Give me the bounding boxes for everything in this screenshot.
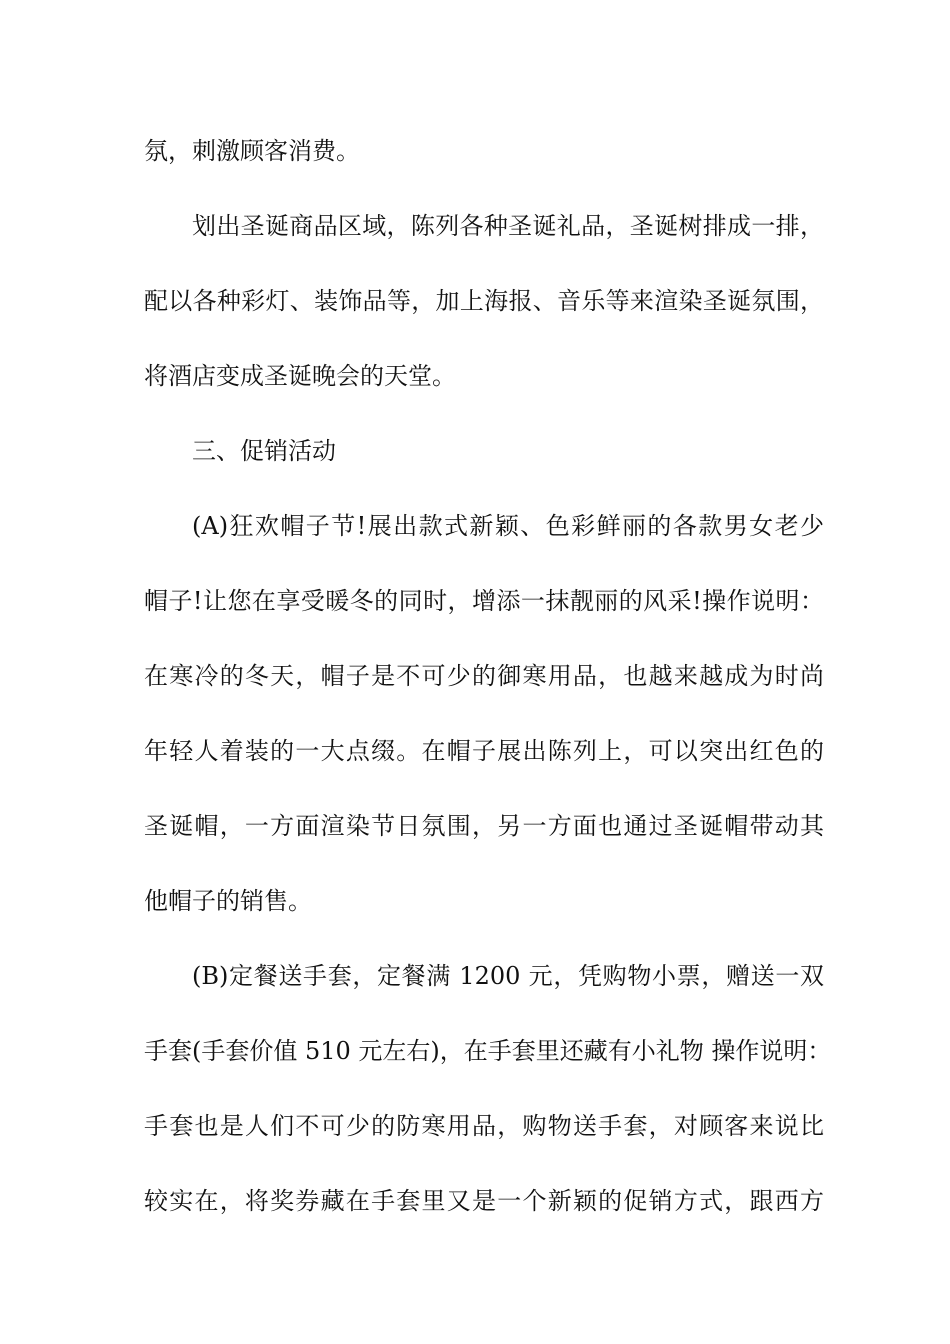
text-line: (A)狂欢帽子节!展出款式新颖、色彩鲜丽的各款男女老少 [192,512,824,540]
document-body [144,131,832,1256]
text-line: 划出圣诞商品区域，陈列各种圣诞礼品，圣诞树排成一排， [192,212,824,240]
text-line: 年轻人着装的一大点缀。在帽子展出陈列上，可以突出红色的 [144,737,824,765]
text-line: 在寒冷的冬天，帽子是不可少的御寒用品，也越来越成为时尚 [144,662,824,690]
text-line: (B)定餐送手套，定餐满 1200 元，凭购物小票，赠送一双 [192,962,824,990]
text-line: 三、促销活动 [192,437,336,465]
text-line: 较实在，将奖券藏在手套里又是一个新颖的促销方式，跟西方 [144,1187,824,1215]
text-line: 手套(手套价值 510 元左右)，在手套里还藏有小礼物 操作说明： [144,1037,832,1065]
text-line: 他帽子的销售。 [144,887,312,915]
text-line: 圣诞帽，一方面渲染节日氛围，另一方面也通过圣诞帽带动其 [144,812,824,840]
text-line: 帽子!让您在享受暖冬的同时，增添一抹靓丽的风采!操作说明： [144,587,824,615]
text-line: 氛，刺激顾客消费。 [144,137,360,165]
text-line: 手套也是人们不可少的防寒用品，购物送手套，对顾客来说比 [144,1112,824,1140]
text-line: 配以各种彩灯、装饰品等，加上海报、音乐等来渲染圣诞氛围， [144,287,824,315]
text-line: 将酒店变成圣诞晚会的天堂。 [144,362,456,390]
